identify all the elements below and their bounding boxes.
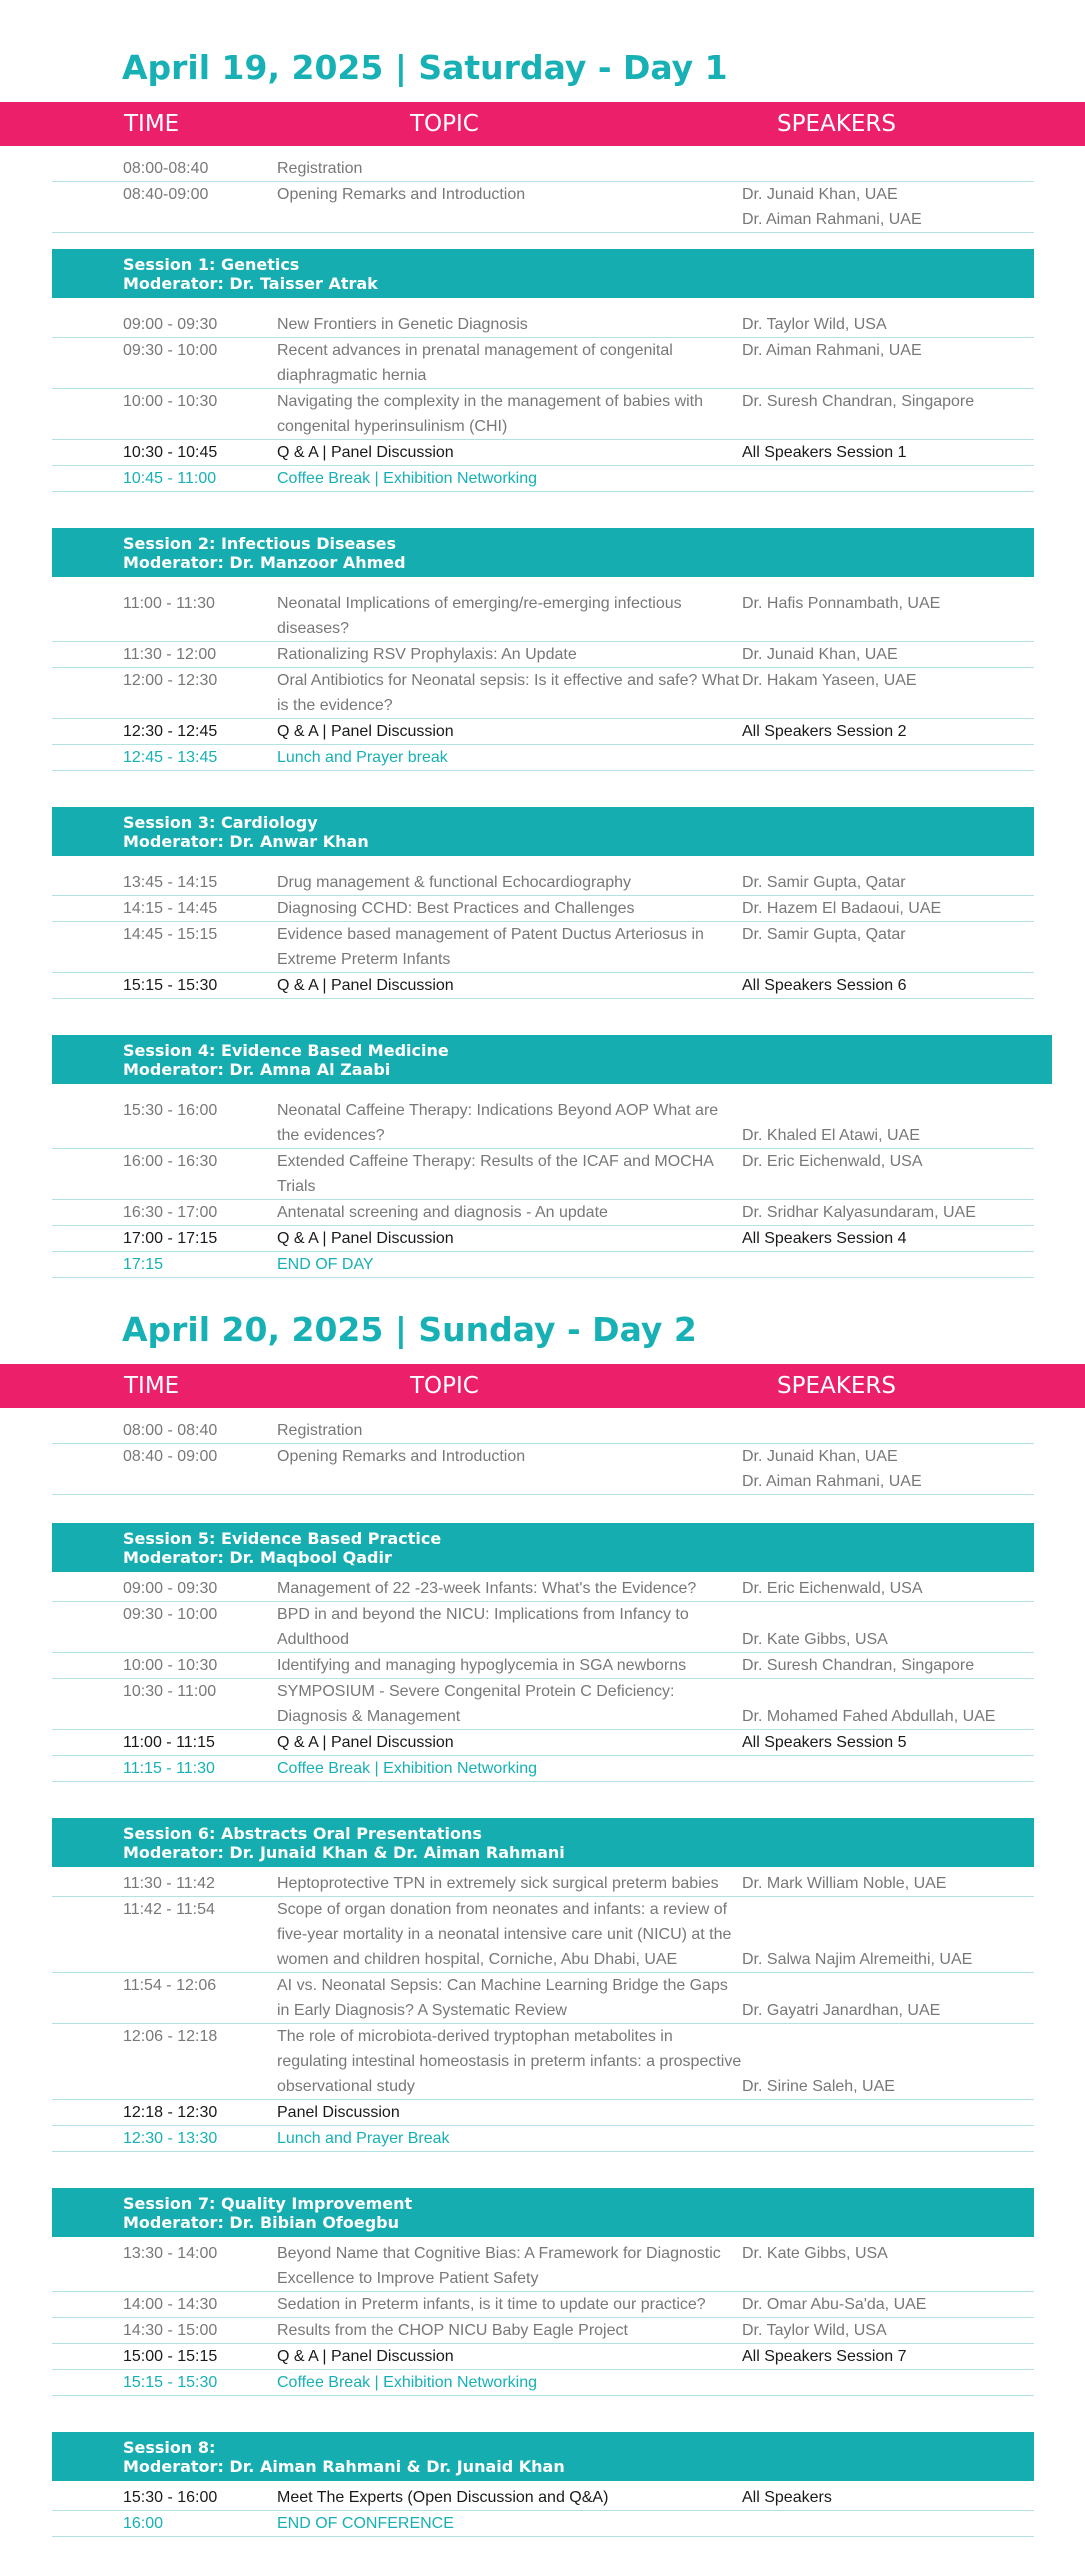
speakers-cell: Dr. Samir Gupta, Qatar xyxy=(742,874,906,891)
time-cell: 11:54 - 12:06 xyxy=(123,1977,217,1994)
speakers-cell: Dr. Gayatri Janardhan, UAE xyxy=(742,2002,941,2019)
topic-cell: Q & A | Panel Discussion xyxy=(277,1230,454,1247)
schedule-row xyxy=(52,1602,1034,1653)
time-cell: 11:30 - 11:42 xyxy=(123,1875,215,1892)
time-cell: 08:40-09:00 xyxy=(123,186,209,203)
time-cell: 15:30 - 16:00 xyxy=(123,1102,218,1119)
topic-cell: Sedation in Preterm infants, is it time to update our practice? xyxy=(277,2296,706,2313)
speakers-cell: Dr. Kate Gibbs, USA xyxy=(742,1631,888,1648)
session-moderator: Moderator: Dr. Bibian Ofoegbu xyxy=(123,2213,400,2232)
schedule-row xyxy=(52,1444,1034,1495)
time-cell: 14:30 - 15:00 xyxy=(123,2322,218,2339)
topic-cell: Q & A | Panel Discussion xyxy=(277,723,454,740)
schedule-row xyxy=(52,156,1034,182)
schedule-row xyxy=(52,922,1034,973)
schedule-row xyxy=(52,1871,1034,1897)
speakers-cell: Dr. Junaid Khan, UAE Dr. Aiman Rahmani, UAE xyxy=(742,1448,922,1490)
speakers-cell: Dr. Eric Eichenwald, USA xyxy=(742,1153,923,1170)
schedule-row xyxy=(52,870,1034,896)
break-row xyxy=(52,2126,1034,2152)
session-moderator: Moderator: Dr. Manzoor Ahmed xyxy=(123,553,406,572)
schedule-row xyxy=(52,668,1034,719)
day2-header-bar xyxy=(0,1364,1085,1408)
speakers-cell: All Speakers Session 2 xyxy=(742,723,907,740)
speakers-cell: Dr. Suresh Chandran, Singapore xyxy=(742,393,975,410)
session-moderator: Moderator: Dr. Aiman Rahmani & Dr. Junaid Khan xyxy=(123,2457,565,2476)
topic-cell: Coffee Break | Exhibition Networking xyxy=(277,2374,537,2391)
header-topic: TOPIC xyxy=(410,111,479,137)
time-cell: 09:00 - 09:30 xyxy=(123,316,218,333)
schedule-row xyxy=(52,2024,1034,2100)
schedule-row xyxy=(52,389,1034,440)
time-cell: 09:30 - 10:00 xyxy=(123,1606,218,1623)
schedule-row xyxy=(52,2241,1034,2292)
topic-cell: Evidence based management of Patent Ductus Arteriosus in Extreme Preterm Infants xyxy=(277,926,704,968)
speakers-cell: Dr. Taylor Wild, USA xyxy=(742,316,887,333)
time-cell: 13:30 - 14:00 xyxy=(123,2245,218,2262)
time-cell: 15:00 - 15:15 xyxy=(123,2348,218,2365)
session-header xyxy=(52,807,1034,856)
topic-cell: END OF DAY xyxy=(277,1256,374,1273)
time-cell: 10:00 - 10:30 xyxy=(123,393,218,410)
speakers-cell: All Speakers Session 1 xyxy=(742,444,907,461)
speakers-cell: Dr. Hakam Yaseen, UAE xyxy=(742,672,917,689)
schedule-row xyxy=(52,312,1034,338)
time-cell: 14:00 - 14:30 xyxy=(123,2296,218,2313)
schedule-row xyxy=(52,440,1034,466)
time-cell: 12:30 - 13:30 xyxy=(123,2130,218,2147)
time-cell: 14:45 - 15:15 xyxy=(123,926,218,943)
day1-header-bar xyxy=(0,102,1085,146)
day2-schedule xyxy=(52,1418,1034,2537)
schedule-row xyxy=(52,2318,1034,2344)
topic-cell: Opening Remarks and Introduction xyxy=(277,1448,526,1465)
break-row xyxy=(52,466,1034,492)
session-moderator: Moderator: Dr. Maqbool Qadir xyxy=(123,1548,392,1567)
time-cell: 16:30 - 17:00 xyxy=(123,1204,218,1221)
time-cell: 10:30 - 11:00 xyxy=(123,1683,217,1700)
speakers-cell: Dr. Salwa Najim Alremeithi, UAE xyxy=(742,1951,973,1968)
topic-cell: Q & A | Panel Discussion xyxy=(277,1734,454,1751)
topic-cell: Coffee Break | Exhibition Networking xyxy=(277,470,537,487)
time-cell: 14:15 - 14:45 xyxy=(123,900,218,917)
time-cell: 08:40 - 09:00 xyxy=(123,1448,218,1465)
time-cell: 12:00 - 12:30 xyxy=(123,672,218,689)
topic-cell: Coffee Break | Exhibition Networking xyxy=(277,1760,537,1777)
topic-cell: Lunch and Prayer Break xyxy=(277,2130,450,2147)
topic-cell: Q & A | Panel Discussion xyxy=(277,444,454,461)
time-cell: 11:15 - 11:30 xyxy=(123,1760,215,1777)
topic-cell: Navigating the complexity in the management of babies with congenital hyperinsulinism (CHI) xyxy=(277,393,704,435)
session-header xyxy=(52,1035,1052,1084)
schedule-row xyxy=(52,1730,1034,1756)
schedule-row xyxy=(52,591,1034,642)
schedule-row xyxy=(52,896,1034,922)
speakers-cell: Dr. Junaid Khan, UAE Dr. Aiman Rahmani, UAE xyxy=(742,186,922,228)
topic-cell: Opening Remarks and Introduction xyxy=(277,186,526,203)
time-cell: 11:30 - 12:00 xyxy=(123,646,217,663)
time-cell: 12:30 - 12:45 xyxy=(123,723,218,740)
time-cell: 12:45 - 13:45 xyxy=(123,749,218,766)
session-moderator: Moderator: Dr. Junaid Khan & Dr. Aiman Rahmani xyxy=(123,1843,565,1862)
speakers-cell: All Speakers Session 7 xyxy=(742,2348,907,2365)
session-header xyxy=(52,249,1034,298)
header-speakers: SPEAKERS xyxy=(777,111,896,137)
topic-cell: Rationalizing RSV Prophylaxis: An Update xyxy=(277,646,577,663)
schedule-row xyxy=(52,2344,1034,2370)
day1-title: April 19, 2025 | Saturday - Day 1 xyxy=(122,48,728,87)
speakers-cell xyxy=(742,156,1034,181)
day1-schedule xyxy=(52,156,1034,1278)
schedule-row xyxy=(52,2292,1034,2318)
topic-cell: Drug management & functional Echocardiography xyxy=(277,874,631,891)
speakers-cell: All Speakers Session 6 xyxy=(742,977,907,994)
topic-cell: Extended Caffeine Therapy: Results of the ICAF and MOCHA Trials xyxy=(277,1153,714,1195)
topic-cell: BPD in and beyond the NICU: Implications from Infancy to Adulthood xyxy=(277,1606,689,1648)
session-header xyxy=(52,1818,1034,1867)
session-moderator: Moderator: Dr. Amna Al Zaabi xyxy=(123,1060,391,1079)
topic-cell: Diagnosing CCHD: Best Practices and Challenges xyxy=(277,900,635,917)
topic-cell: Panel Discussion xyxy=(277,2104,400,2121)
session-moderator: Moderator: Dr. Taisser Atrak xyxy=(123,274,378,293)
time-cell: 15:15 - 15:30 xyxy=(123,977,218,994)
break-row xyxy=(52,1252,1034,1278)
speakers-cell xyxy=(742,2370,1034,2395)
speakers-cell: Dr. Aiman Rahmani, UAE xyxy=(742,342,922,359)
schedule-row xyxy=(52,1653,1034,1679)
speakers-cell: Dr. Hafis Ponnambath, UAE xyxy=(742,595,941,612)
topic-cell: Lunch and Prayer break xyxy=(277,749,448,766)
topic-cell: Q & A | Panel Discussion xyxy=(277,977,454,994)
topic-cell: Scope of organ donation from neonates and infants: a review of five-year mortality in a neonatal intensive care unit (NICU) at the women and children hospital, Corniche, Abu Dhabi, UAE xyxy=(277,1901,732,1968)
schedule-row xyxy=(52,1576,1034,1602)
speakers-cell: All Speakers Session 4 xyxy=(742,1230,907,1247)
day2-title: April 20, 2025 | Sunday - Day 2 xyxy=(122,1310,697,1349)
topic-cell: Results from the CHOP NICU Baby Eagle Project xyxy=(277,2322,628,2339)
schedule-row xyxy=(52,1098,1034,1149)
time-cell: 12:18 - 12:30 xyxy=(123,2104,218,2121)
schedule-row xyxy=(52,1149,1034,1200)
topic-cell: Management of 22 -23-week Infants: What's the Evidence? xyxy=(277,1580,697,1597)
topic-cell: Heptoprotective TPN in extremely sick surgical preterm babies xyxy=(277,1875,719,1892)
session-title: Session 8: xyxy=(123,2438,216,2457)
topic-cell: Registration xyxy=(277,160,363,177)
session-title: Session 2: Infectious Diseases xyxy=(123,534,397,553)
time-cell: 16:00 - 16:30 xyxy=(123,1153,218,1170)
schedule-row xyxy=(52,719,1034,745)
speakers-cell: All Speakers Session 5 xyxy=(742,1734,907,1751)
schedule-row xyxy=(52,1200,1034,1226)
speakers-cell: Dr. Omar Abu-Sa'da, UAE xyxy=(742,2296,927,2313)
topic-cell: Neonatal Implications of emerging/re-emerging infectious diseases? xyxy=(277,595,682,637)
topic-cell: New Frontiers in Genetic Diagnosis xyxy=(277,316,528,333)
session-header xyxy=(52,2432,1034,2481)
schedule-row xyxy=(52,1897,1034,1973)
time-cell: 11:00 - 11:15 xyxy=(123,1734,215,1751)
time-cell: 09:30 - 10:00 xyxy=(123,342,218,359)
time-cell: 08:00 - 08:40 xyxy=(123,1422,218,1439)
speakers-cell xyxy=(742,2126,1034,2151)
topic-cell: Registration xyxy=(277,1422,363,1439)
time-cell: 17:00 - 17:15 xyxy=(123,1230,218,1247)
topic-cell: Oral Antibiotics for Neonatal sepsis: Is it effective and safe? What is the evidence? xyxy=(277,672,740,714)
session-header xyxy=(52,1523,1034,1572)
topic-cell: AI vs. Neonatal Sepsis: Can Machine Learning Bridge the Gaps in Early Diagnosis? A Systematic Review xyxy=(277,1977,728,2019)
break-row xyxy=(52,2511,1034,2537)
header-time: TIME xyxy=(124,1373,180,1399)
break-row xyxy=(52,1756,1034,1782)
session-title: Session 5: Evidence Based Practice xyxy=(123,1529,442,1548)
speakers-cell: Dr. Sridhar Kalyasundaram, UAE xyxy=(742,1204,976,1221)
session-header xyxy=(52,2188,1034,2237)
time-cell: 10:45 - 11:00 xyxy=(123,470,217,487)
time-cell: 15:30 - 16:00 xyxy=(123,2489,218,2506)
speakers-cell: Dr. Kate Gibbs, USA xyxy=(742,2245,888,2262)
session-title: Session 4: Evidence Based Medicine xyxy=(123,1041,449,1060)
speakers-cell xyxy=(742,745,1034,770)
session-title: Session 7: Quality Improvement xyxy=(123,2194,413,2213)
topic-cell: Recent advances in prenatal management of congenital diaphragmatic hernia xyxy=(277,342,673,384)
speakers-cell: Dr. Mohamed Fahed Abdullah, UAE xyxy=(742,1708,996,1725)
speakers-cell: Dr. Junaid Khan, UAE xyxy=(742,646,898,663)
speakers-cell: All Speakers xyxy=(742,2489,832,2506)
topic-cell: END OF CONFERENCE xyxy=(277,2515,454,2532)
time-cell: 11:42 - 11:54 xyxy=(123,1901,215,1918)
speakers-cell xyxy=(742,1252,1034,1277)
schedule-row xyxy=(52,2485,1034,2511)
topic-cell: Q & A | Panel Discussion xyxy=(277,2348,454,2365)
schedule-row xyxy=(52,1679,1034,1730)
time-cell: 09:00 - 09:30 xyxy=(123,1580,218,1597)
time-cell: 11:00 - 11:30 xyxy=(123,595,215,612)
schedule-row xyxy=(52,338,1034,389)
time-cell: 08:00-08:40 xyxy=(123,160,209,177)
topic-cell: Identifying and managing hypoglycemia in SGA newborns xyxy=(277,1657,687,1674)
schedule-row xyxy=(52,182,1034,233)
speakers-cell: Dr. Suresh Chandran, Singapore xyxy=(742,1657,975,1674)
speakers-cell: Dr. Samir Gupta, Qatar xyxy=(742,926,906,943)
header-speakers: SPEAKERS xyxy=(777,1373,896,1399)
schedule-row xyxy=(52,1226,1034,1252)
session-title: Session 6: Abstracts Oral Presentations xyxy=(123,1824,482,1843)
schedule-row xyxy=(52,642,1034,668)
header-time: TIME xyxy=(124,111,180,137)
break-row xyxy=(52,745,1034,771)
time-cell: 16:00 xyxy=(123,2515,164,2532)
speakers-cell: Dr. Sirine Saleh, UAE xyxy=(742,2078,895,2095)
session-moderator: Moderator: Dr. Anwar Khan xyxy=(123,832,369,851)
speakers-cell: Dr. Hazem El Badaoui, UAE xyxy=(742,900,942,917)
speakers-cell xyxy=(742,2511,1034,2536)
speakers-cell xyxy=(742,466,1034,491)
topic-cell: The role of microbiota-derived tryptophan metabolites in regulating intestinal homeostasis in preterm infants: a prospective observational study xyxy=(277,2028,742,2095)
schedule-row xyxy=(52,1973,1034,2024)
speakers-cell xyxy=(742,1418,1034,1443)
schedule-row xyxy=(52,973,1034,999)
time-cell: 10:00 - 10:30 xyxy=(123,1657,218,1674)
schedule-row xyxy=(52,1418,1034,1444)
time-cell: 10:30 - 10:45 xyxy=(123,444,218,461)
topic-cell: Meet The Experts (Open Discussion and Q&A) xyxy=(277,2489,609,2506)
break-row xyxy=(52,2370,1034,2396)
time-cell: 15:15 - 15:30 xyxy=(123,2374,218,2391)
session-title: Session 3: Cardiology xyxy=(123,813,318,832)
speakers-cell: Dr. Taylor Wild, USA xyxy=(742,2322,887,2339)
time-cell: 12:06 - 12:18 xyxy=(123,2028,218,2045)
session-header xyxy=(52,528,1034,577)
schedule-row xyxy=(52,2100,1034,2126)
topic-cell: SYMPOSIUM - Severe Congenital Protein C Deficiency: Diagnosis & Management xyxy=(277,1683,675,1725)
session-title: Session 1: Genetics xyxy=(123,255,300,274)
time-cell: 13:45 - 14:15 xyxy=(123,874,218,891)
header-topic: TOPIC xyxy=(410,1373,479,1399)
speakers-cell: Dr. Khaled El Atawi, UAE xyxy=(742,1127,920,1144)
topic-cell: Neonatal Caffeine Therapy: Indications Beyond AOP What are the evidences? xyxy=(277,1102,719,1144)
speakers-cell: Dr. Mark William Noble, UAE xyxy=(742,1875,947,1892)
time-cell: 17:15 xyxy=(123,1256,164,1273)
speakers-cell xyxy=(742,2100,1034,2125)
speakers-cell: Dr. Eric Eichenwald, USA xyxy=(742,1580,923,1597)
topic-cell: Antenatal screening and diagnosis - An update xyxy=(277,1204,608,1221)
speakers-cell xyxy=(742,1756,1034,1781)
topic-cell: Beyond Name that Cognitive Bias: A Framework for Diagnostic Excellence to Improve Patient Safety xyxy=(277,2245,721,2287)
